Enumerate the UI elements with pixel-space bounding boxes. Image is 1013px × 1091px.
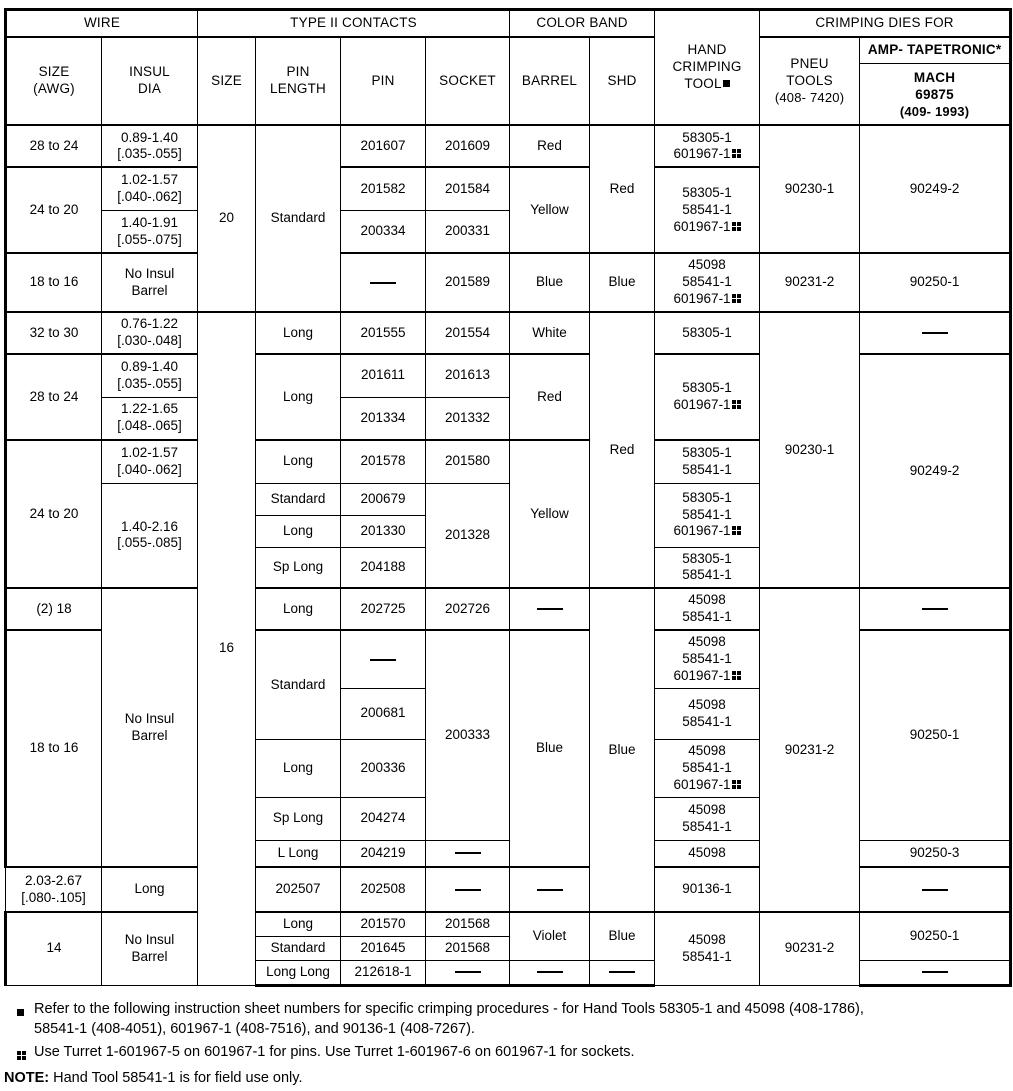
footnote-square-marker <box>4 999 34 1024</box>
footnotes <box>4 999 1009 1089</box>
cell-pin-length: Long Long <box>256 960 341 985</box>
crimping-specification-table <box>4 8 1012 987</box>
pneu-line1: PNEU <box>790 55 829 71</box>
cell-shd <box>510 867 590 912</box>
cell-pin: 204219 <box>341 840 426 867</box>
cell-barrel: Yellow <box>510 167 590 253</box>
table-row <box>6 912 1011 936</box>
em-dash-icon <box>922 608 948 610</box>
cell-socket: 201332 <box>426 397 510 440</box>
cell-pin-length: Long <box>256 588 341 630</box>
cell-insul-dia: No Insul Barrel <box>102 588 198 867</box>
mach-line3: (409- 1993) <box>899 103 970 119</box>
pneu-line2: TOOLS <box>786 72 833 88</box>
cell-hand-tool: 45098 58541-1 <box>655 912 760 985</box>
cell-socket: 202726 <box>426 588 510 630</box>
header-group-row <box>6 10 1011 37</box>
footnote-note-text <box>4 1068 1009 1089</box>
cell-pin: 201582 <box>341 167 426 210</box>
em-dash-icon <box>922 971 948 973</box>
header-socket: SOCKET <box>426 37 510 126</box>
cell-pin-length: L Long <box>256 840 341 867</box>
cell-hand-tool: 58305-1 601967-1 <box>655 125 760 167</box>
cell-hand-tool: 45098 58541-1 601967-1 <box>655 630 760 688</box>
turret-icon <box>732 222 741 231</box>
cell-hand-tool: 45098 58541-1 <box>655 588 760 630</box>
mach-line2: 69875 <box>915 86 954 102</box>
cell-pin-length: Long <box>256 312 341 354</box>
mach-line1: MACH <box>913 69 956 85</box>
pin-length-line2: LENGTH <box>270 81 326 97</box>
header-hand-crimping-tool <box>655 10 760 126</box>
cell-insul-dia: 1.22-1.65 [.048-.065] <box>102 397 198 440</box>
cell-pin-length: Standard <box>256 483 341 515</box>
cell-barrel: Violet <box>510 912 590 960</box>
cell-socket: 201328 <box>426 483 510 588</box>
cell-pin: 200336 <box>341 739 426 797</box>
cell-socket: 200331 <box>426 210 510 253</box>
table-row <box>6 588 1011 630</box>
cell-pin: 201645 <box>341 936 426 960</box>
table-header <box>6 10 1011 126</box>
cell-barrel: Yellow <box>510 440 590 588</box>
cell-pneu-tools: 90230-1 <box>760 312 860 588</box>
footnote-square-line2: 58541-1 (408-4051), 601967-1 (408-7516), and 90136-1 (408-7267). <box>34 1021 475 1038</box>
cell-mach <box>860 960 1011 985</box>
cell-socket: 201568 <box>426 936 510 960</box>
cell-hand-tool: 45098 58541-1 601967-1 <box>655 739 760 797</box>
cell-insul-dia: 1.40-2.16 [.055-.085] <box>102 483 198 588</box>
header-mach <box>860 64 1009 125</box>
cell-mach: 90249-2 <box>860 354 1011 588</box>
cell-shd: Blue <box>590 588 655 912</box>
header-group-wire: WIRE <box>6 10 198 37</box>
cell-wire-size: 24 to 20 <box>6 167 102 253</box>
cell-barrel: Red <box>510 354 590 440</box>
table-row <box>6 312 1011 354</box>
cell-socket: 201554 <box>426 312 510 354</box>
footnote-square-text <box>34 999 1009 1040</box>
turret-icon <box>732 400 741 409</box>
cell-insul-dia: 2.03-2.67 [.080-.105] <box>6 867 102 912</box>
cell-socket: 201568 <box>426 912 510 936</box>
header-amp-tapetronic-wrap <box>860 37 1011 126</box>
cell-pin-length: Long <box>102 867 198 912</box>
cell-hand-tool: 45098 58541-1 <box>655 688 760 739</box>
cell-pin-length: Standard <box>256 630 341 739</box>
cell-socket: 200333 <box>426 630 510 840</box>
cell-pin-length: Long <box>256 912 341 936</box>
cell-pin-length: Long <box>256 440 341 483</box>
cell-pin: 201570 <box>341 912 426 936</box>
cell-contact-size: 16 <box>198 312 256 985</box>
cell-barrel <box>426 867 510 912</box>
header-shd: SHD <box>590 37 655 126</box>
cell-pin: 204188 <box>341 547 426 588</box>
em-dash-icon <box>537 971 563 973</box>
footnote-square <box>4 999 1009 1040</box>
cell-pin-length: Standard <box>256 125 341 312</box>
em-dash-icon <box>537 608 563 610</box>
cell-hand-tool: 90136-1 <box>655 867 760 912</box>
em-dash-icon <box>922 332 948 334</box>
cell-wire-size: (2) 18 <box>6 588 102 630</box>
cell-pin-length: Sp Long <box>256 797 341 840</box>
cell-socket: 201589 <box>426 253 510 312</box>
turret-icon <box>732 780 741 789</box>
header-group-color-band: COLOR BAND <box>510 10 655 37</box>
hand-tool-line3: TOOL <box>684 76 722 92</box>
wire-size-line2: (AWG) <box>33 81 75 97</box>
em-dash-icon <box>922 889 948 891</box>
cell-pin-length: Long <box>256 739 341 797</box>
cell-insul-dia: 0.89-1.40 [.035-.055] <box>102 354 198 397</box>
cell-pneu-tools <box>860 867 1011 912</box>
cell-wire-size: 28 to 24 <box>6 354 102 440</box>
cell-wire-size: 24 to 20 <box>6 440 102 588</box>
turret-icon <box>732 526 741 535</box>
cell-barrel: Red <box>510 125 590 167</box>
header-contact-size: SIZE <box>198 37 256 126</box>
cell-pin: 201578 <box>341 440 426 483</box>
header-group-crimping-dies-for: CRIMPING DIES FOR <box>760 10 1011 37</box>
em-dash-icon <box>455 852 481 854</box>
cell-barrel: White <box>510 312 590 354</box>
cell-shd: Blue <box>590 912 655 960</box>
cell-insul-dia: 1.02-1.57 [.040-.062] <box>102 440 198 483</box>
cell-pneu-tools: 90230-1 <box>760 125 860 253</box>
cell-hand-tool: 58305-1 58541-1 <box>655 440 760 483</box>
insul-dia-line1: INSUL <box>129 64 170 80</box>
em-dash-icon <box>609 971 635 973</box>
header-pneu-tools <box>760 37 860 126</box>
cell-hand-tool: 45098 <box>655 840 760 867</box>
cell-pin: 201555 <box>341 312 426 354</box>
cell-shd <box>590 960 655 985</box>
cell-socket: 201609 <box>426 125 510 167</box>
cell-pin: 202507 <box>256 867 341 912</box>
cell-wire-size: 18 to 16 <box>6 630 102 867</box>
cell-mach <box>860 312 1011 354</box>
cell-wire-size: 18 to 16 <box>6 253 102 312</box>
table-row <box>6 354 1011 397</box>
cell-shd: Red <box>590 312 655 588</box>
cell-shd: Red <box>590 125 655 253</box>
cell-pneu-tools: 90231-2 <box>760 588 860 912</box>
footnote-note <box>4 1068 1009 1089</box>
cell-barrel <box>510 588 590 630</box>
em-dash-icon <box>370 659 396 661</box>
em-dash-icon <box>455 889 481 891</box>
pin-length-line1: PIN <box>286 64 310 80</box>
insul-dia-line2: DIA <box>137 81 162 97</box>
cell-socket <box>426 840 510 867</box>
header-pin: PIN <box>341 37 426 126</box>
cell-hand-tool: 58305-1 58541-1 <box>655 547 760 588</box>
cell-pin: 201330 <box>341 515 426 547</box>
cell-socket: 201580 <box>426 440 510 483</box>
cell-hand-tool: 58305-1 58541-1 601967-1 <box>655 483 760 547</box>
turret-icon <box>732 671 741 680</box>
cell-barrel <box>510 960 590 985</box>
cell-pin: 200334 <box>341 210 426 253</box>
cell-pin: 204274 <box>341 797 426 840</box>
cell-contact-size: 20 <box>198 125 256 312</box>
cell-hand-tool: 58305-1 601967-1 <box>655 354 760 440</box>
cell-pin: 200681 <box>341 688 426 739</box>
cell-insul-dia: No Insul Barrel <box>102 912 198 985</box>
square-icon <box>17 1009 24 1016</box>
turret-icon <box>17 1051 26 1060</box>
em-dash-icon <box>537 889 563 891</box>
cell-pin-length: Long <box>256 515 341 547</box>
cell-pin: 202725 <box>341 588 426 630</box>
cell-mach: 90250-3 <box>860 840 1011 867</box>
cell-barrel: Blue <box>510 630 590 867</box>
table-row <box>6 253 1011 312</box>
cell-hand-tool: 45098 58541-1 <box>655 797 760 840</box>
cell-hand-tool: 45098 58541-1 601967-1 <box>655 253 760 312</box>
header-insul-dia <box>102 37 198 126</box>
cell-pin: 200679 <box>341 483 426 515</box>
cell-insul-dia: No Insul Barrel <box>102 253 198 312</box>
header-amp-tapetronic: AMP- TAPETRONIC* <box>860 38 1009 64</box>
pneu-line3: (408- 7420) <box>774 89 845 105</box>
cell-mach: 90249-2 <box>860 125 1011 253</box>
header-sub-row <box>6 37 1011 126</box>
cell-wire-size: 28 to 24 <box>6 125 102 167</box>
header-pin-length <box>256 37 341 126</box>
cell-pin: 212618-1 <box>341 960 426 985</box>
cell-pin: 201334 <box>341 397 426 440</box>
cell-socket: 201584 <box>426 167 510 210</box>
footnote-note-body: Hand Tool 58541-1 is for field use only. <box>49 1070 303 1087</box>
cell-mach: 90250-1 <box>860 912 1011 960</box>
footnote-square-line1: Refer to the following instruction sheet numbers for specific crimping procedures - for Hand Tools 58305-1 and 45098 (408-1786), <box>34 1000 864 1017</box>
cell-insul-dia: 0.76-1.22 [.030-.048] <box>102 312 198 354</box>
hand-tool-line1: HAND <box>687 42 727 58</box>
cell-pin <box>341 253 426 312</box>
cell-socket: 201613 <box>426 354 510 397</box>
table-row <box>6 867 1011 912</box>
cell-pin: 201611 <box>341 354 426 397</box>
hand-tool-line2: CRIMPING <box>672 59 742 75</box>
cell-hand-tool: 58305-1 58541-1 601967-1 <box>655 167 760 253</box>
header-wire-size <box>6 37 102 126</box>
cell-insul-dia: 1.40-1.91 [.055-.075] <box>102 210 198 253</box>
header-group-type-ii-contacts: TYPE II CONTACTS <box>198 10 510 37</box>
turret-icon <box>732 149 741 158</box>
em-dash-icon <box>455 971 481 973</box>
footnote-note-label: NOTE: <box>4 1070 50 1087</box>
cell-pin-length: Standard <box>256 936 341 960</box>
cell-wire-size: 14 <box>6 912 102 985</box>
cell-socket <box>426 960 510 985</box>
cell-pin <box>341 630 426 688</box>
cell-insul-dia: 1.02-1.57 [.040-.062] <box>102 167 198 210</box>
cell-pneu-tools: 90231-2 <box>760 253 860 312</box>
cell-insul-dia: 0.89-1.40 [.035-.055] <box>102 125 198 167</box>
footnote-turret-text: Use Turret 1-601967-5 on 601967-1 for pins. Use Turret 1-601967-6 on 601967-1 for sockets. <box>34 1043 635 1060</box>
cell-shd: Blue <box>590 253 655 312</box>
wire-size-line1: SIZE <box>38 64 70 80</box>
cell-socket: 202508 <box>341 867 426 912</box>
cell-mach <box>860 588 1011 630</box>
table-row <box>6 125 1011 167</box>
turret-icon <box>732 294 741 303</box>
cell-hand-tool: 58305-1 <box>655 312 760 354</box>
footnote-square-icon <box>723 80 730 87</box>
cell-wire-size: 32 to 30 <box>6 312 102 354</box>
cell-pin-length: Sp Long <box>256 547 341 588</box>
cell-mach: 90250-1 <box>860 630 1011 840</box>
cell-pneu-tools: 90231-2 <box>760 912 860 985</box>
cell-barrel: Blue <box>510 253 590 312</box>
table-body <box>6 125 1011 985</box>
cell-pin-length: Long <box>256 354 341 440</box>
cell-mach: 90250-1 <box>860 253 1011 312</box>
cell-pin: 201607 <box>341 125 426 167</box>
header-barrel: BARREL <box>510 37 590 126</box>
em-dash-icon <box>370 282 396 284</box>
